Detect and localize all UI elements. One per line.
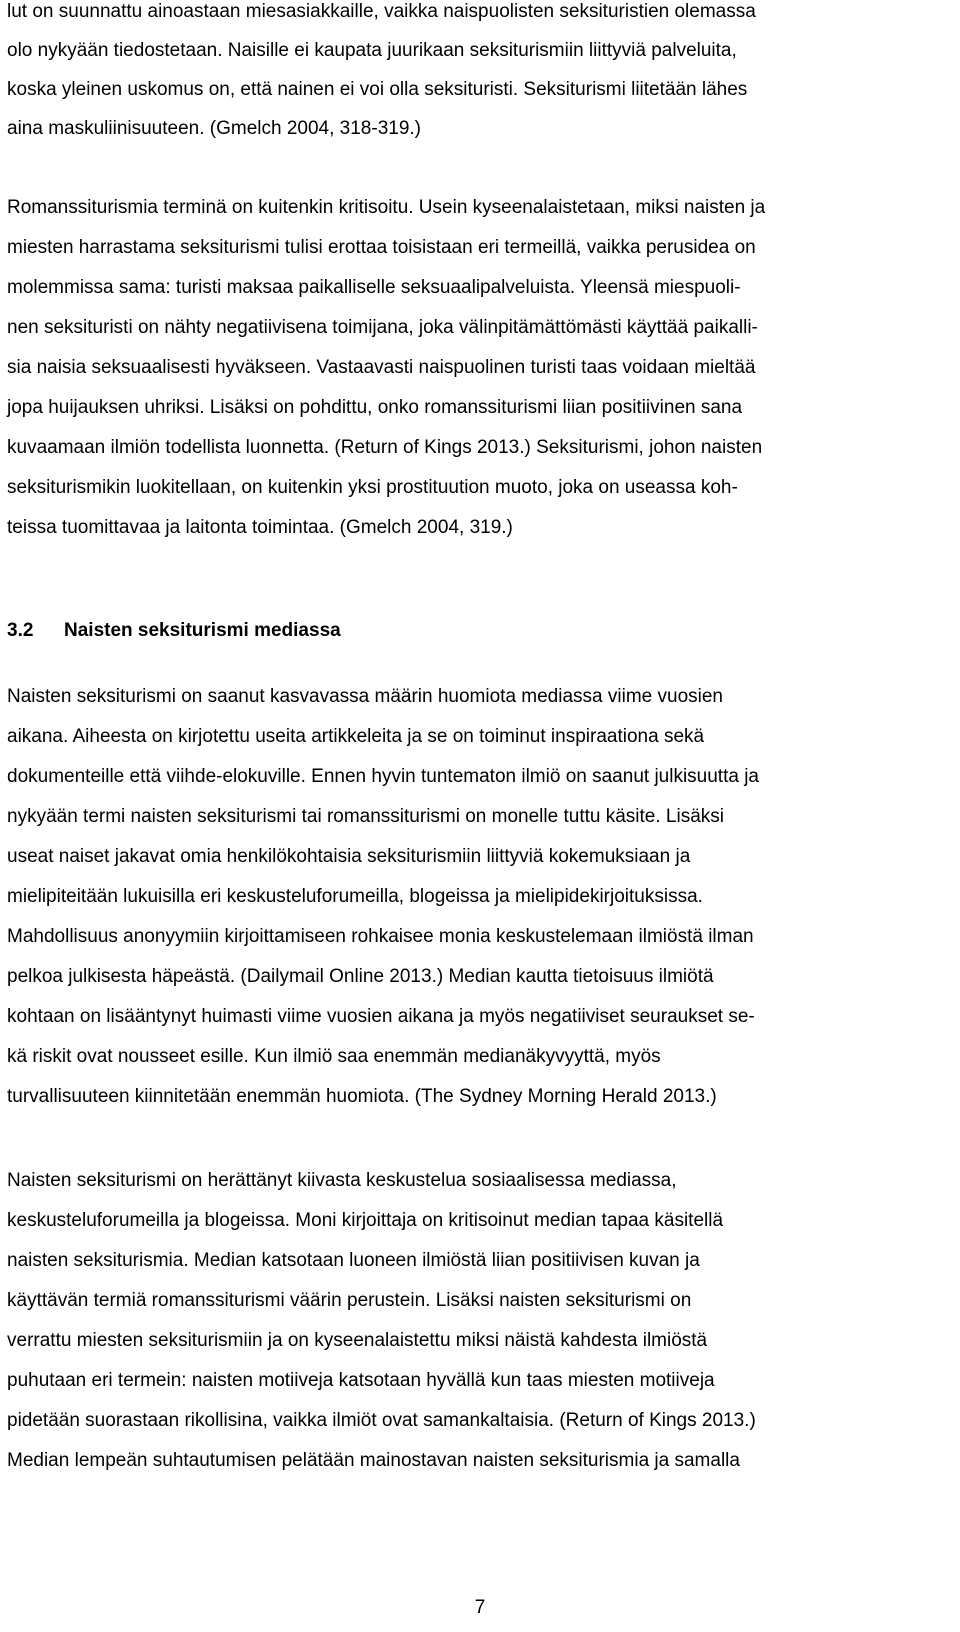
page-number: 7: [474, 1597, 486, 1618]
paragraph-2-line-3: molemmissa sama: turisti maksaa paikalliselle seksuaalipalveluista. Yleensä miespuoli-: [7, 277, 741, 298]
paragraph-4-line-1: Naisten seksiturismi on herättänyt kiivasta keskustelua sosiaalisessa mediassa,: [7, 1170, 677, 1191]
paragraph-4-line-4: käyttävän termiä romanssiturismi väärin perustein. Lisäksi naisten seksiturismi on: [7, 1290, 692, 1311]
paragraph-4-line-5: verrattu miesten seksiturismiin ja on kyseenalaistettu miksi näistä kahdesta ilmiöstä: [7, 1330, 708, 1351]
paragraph-3-line-8: pelkoa julkisesta häpeästä. (Dailymail Online 2013.) Median kautta tietoisuus ilmiötä: [7, 966, 714, 987]
paragraph-4-line-7: pidetään suorastaan rikollisina, vaikka ilmiöt ovat samankaltaisia. (Return of Kings 2013.): [7, 1410, 756, 1431]
paragraph-3-line-3: dokumenteille että viihde-elokuville. Ennen hyvin tuntematon ilmiö on saanut julkisuutta ja: [7, 766, 759, 787]
paragraph-4-line-3: naisten seksiturismia. Median katsotaan luoneen ilmiöstä liian positiivisen kuvan ja: [7, 1250, 700, 1271]
paragraph-2-line-9: teissa tuomittavaa ja laitonta toimintaa. (Gmelch 2004, 319.): [7, 517, 513, 538]
paragraph-3-line-10: kä riskit ovat nousseet esille. Kun ilmiö saa enemmän medianäkyvyyttä, myös: [7, 1046, 661, 1067]
paragraph-4-line-2: keskusteluforumeilla ja blogeissa. Moni kirjoittaja on kritisoinut median tapaa käsitellä: [7, 1210, 724, 1231]
section-number: 3.2: [7, 620, 34, 641]
section-heading: [7, 619, 341, 643]
paragraph-2-line-8: seksiturismikin luokitellaan, on kuitenkin yksi prostituution muoto, joka on useassa koh-: [7, 477, 738, 498]
paragraph-2-line-4: nen seksituristi on nähty negatiivisena toimijana, joka välinpitämättömästi käyttää paikalli-: [7, 317, 758, 338]
paragraph-2-line-7: kuvaamaan ilmiön todellista luonnetta. (Return of Kings 2013.) Seksiturismi, johon naisten: [7, 437, 763, 458]
paragraph-3-line-4: nykyään termi naisten seksiturismi tai romanssiturismi on monelle tuttu käsite. Lisäksi: [7, 806, 724, 827]
paragraph-2-line-6: jopa huijauksen uhriksi. Lisäksi on pohdittu, onko romanssiturismi liian positiivinen sana: [7, 397, 743, 418]
section-title: Naisten seksiturismi mediassa: [64, 620, 341, 641]
paragraph-2-line-5: sia naisia seksuaalisesti hyväkseen. Vastaavasti naispuolinen turisti taas voidaan mieltää: [7, 357, 756, 378]
paragraph-1-line-1: lut on suunnattu ainoastaan miesasiakkaille, vaikka naispuolisten seksituristien olemassa: [7, 1, 756, 22]
paragraph-4-line-6: puhutaan eri termein: naisten motiiveja katsotaan hyvällä kun taas miesten motiiveja: [7, 1370, 715, 1391]
paragraph-3-line-2: aikana. Aiheesta on kirjotettu useita artikkeleita ja se on toiminut inspiraationa sekä: [7, 726, 705, 747]
paragraph-1-line-4: aina maskuliinisuuteen. (Gmelch 2004, 318-319.): [7, 118, 422, 139]
paragraph-3-line-5: useat naiset jakavat omia henkilökohtaisia seksiturismiin liittyviä kokemuksiaan ja: [7, 846, 691, 867]
paragraph-2-line-2: miesten harrastama seksiturismi tulisi erottaa toisistaan eri termeillä, vaikka perusidea on: [7, 237, 756, 258]
paragraph-1-line-3: koska yleinen uskomus on, että nainen ei voi olla seksituristi. Seksiturismi liitetään lähes: [7, 79, 748, 100]
paragraph-3-line-11: turvallisuuteen kiinnitetään enemmän huomiota. (The Sydney Morning Herald 2013.): [7, 1086, 717, 1107]
paragraph-4-line-8: Median lempeän suhtautumisen pelätään mainostavan naisten seksiturismia ja samalla: [7, 1450, 740, 1471]
paragraph-3-line-6: mielipiteitään lukuisilla eri keskusteluforumeilla, blogeissa ja mielipidekirjoituksissa.: [7, 886, 703, 907]
paragraph-3-line-9: kohtaan on lisääntynyt huimasti viime vuosien aikana ja myös negatiiviset seuraukset se-: [7, 1006, 755, 1027]
paragraph-3-line-7: Mahdollisuus anonyymiin kirjoittamiseen rohkaisee monia keskustelemaan ilmiöstä ilman: [7, 926, 754, 947]
paragraph-2-line-1: Romanssiturismia terminä on kuitenkin kritisoitu. Usein kyseenalaistetaan, miksi naisten ja: [7, 197, 766, 218]
paragraph-3-line-1: Naisten seksiturismi on saanut kasvavassa määrin huomiota mediassa viime vuosien: [7, 686, 723, 707]
paragraph-1-line-2: olo nykyään tiedostetaan. Naisille ei kaupata juurikaan seksiturismiin liittyviä palveluita,: [7, 40, 737, 61]
